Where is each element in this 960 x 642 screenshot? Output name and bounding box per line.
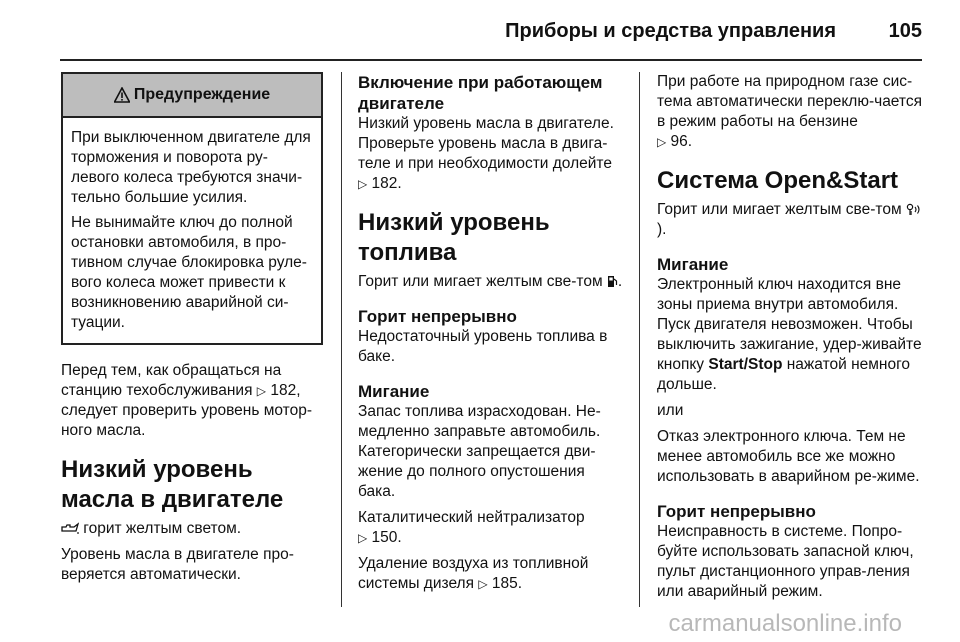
fuel-text: Горит или мигает желтым све-том bbox=[358, 273, 603, 290]
section-heading-oil: Низкий уровень масла в двигателе bbox=[61, 456, 284, 513]
page-ref: 150. bbox=[371, 529, 402, 546]
section-heading-open-start: Система Open&Start bbox=[657, 167, 899, 194]
warning-paragraph: Не вынимайте ключ до полной остановки автомобиля, в про-тивном случае блокировка руле-вого колеса может привести к возникновению аварийной си-туации. bbox=[71, 214, 307, 331]
header-title: Приборы и средства управления bbox=[505, 20, 836, 42]
reference-arrow-icon: ▷ bbox=[256, 384, 267, 398]
steady-paragraph: Неисправность в системе. Попро-буйте использовать запасной ключ, пульт дистанционного управ-ления или аварийный режим. bbox=[657, 523, 914, 600]
air-paragraph bbox=[358, 554, 624, 594]
warning-body bbox=[63, 118, 321, 343]
flash-text: Электронный ключ находится вне зоны приема внутри автомобиля. Пуск двигателя невозможен. Чтобы выключить зажигание, удер-живайте кнопку bbox=[657, 276, 922, 373]
watermark: carmanualsonline.info bbox=[668, 610, 902, 637]
steady-paragraph: Недостаточный уровень топлива в баке. bbox=[358, 328, 608, 365]
flash-paragraph: Запас топлива израсходован. Не-медленно заправьте автомобиль. Категорически запрещается дви-жение до полного опустошения бака. bbox=[358, 403, 601, 500]
catalyst-paragraph bbox=[358, 508, 624, 548]
running-paragraph bbox=[358, 114, 624, 194]
reference-arrow-icon: ▷ bbox=[478, 577, 488, 591]
gas-text: При работе на природном газе сис-тема автоматически переклю-чается в режим работы на бензине bbox=[657, 73, 922, 130]
start-stop-label: Start/Stop bbox=[708, 356, 783, 373]
heading-steady: Горит непрерывно bbox=[657, 502, 816, 521]
left-column bbox=[61, 72, 323, 585]
heading-running-engine: Включение при работающем двигателе bbox=[358, 73, 603, 113]
page-header bbox=[60, 14, 922, 54]
flash-paragraph bbox=[657, 275, 925, 395]
warning-paragraph: При выключенном двигателе для торможения и поворота ру-левого колеса требуются значи-тельно большие усилия. bbox=[71, 129, 311, 206]
reference-arrow-icon: ▷ bbox=[358, 177, 368, 191]
heading-steady: Горит непрерывно bbox=[358, 307, 517, 326]
gas-paragraph bbox=[657, 72, 925, 152]
page-number: 105 bbox=[888, 20, 922, 42]
oil-paragraph: Уровень масла в двигателе про-веряется автоматически. bbox=[61, 546, 294, 583]
warning-triangle-icon bbox=[114, 87, 130, 103]
warning-header bbox=[63, 74, 321, 118]
fuel-pump-icon bbox=[607, 275, 618, 288]
column-divider bbox=[639, 72, 640, 607]
reference-arrow-icon: ▷ bbox=[358, 531, 368, 545]
service-text: Перед тем, как обращаться на станцию техобслуживания bbox=[61, 362, 282, 399]
header-rule bbox=[60, 59, 922, 61]
page-ref: 185. bbox=[491, 575, 523, 592]
running-text: Низкий уровень масла в двигателе. Проверьте уровень масла в двига-теле и при необходимости долейте bbox=[358, 115, 614, 172]
air-text: Удаление воздуха из топливной системы дизеля bbox=[358, 555, 589, 592]
reference-arrow-icon: ▷ bbox=[657, 135, 667, 149]
page-ref: 182 bbox=[270, 382, 297, 399]
or-text: или bbox=[657, 402, 684, 419]
heading-flashing: Мигание bbox=[358, 382, 430, 401]
key-signal-icon bbox=[906, 203, 922, 216]
system-text: Горит или мигает желтым све-том bbox=[657, 201, 902, 218]
warning-box bbox=[61, 72, 323, 345]
heading-flashing: Мигание bbox=[657, 255, 729, 274]
oil-indicator-line bbox=[61, 519, 323, 539]
page-ref: 182. bbox=[371, 175, 402, 192]
fuel-paragraph: Горит или мигает желтым све-том . bbox=[358, 273, 623, 290]
column-divider bbox=[341, 72, 342, 607]
section-heading-fuel: Низкий уровень топлива bbox=[358, 209, 550, 266]
system-paragraph: Горит или мигает желтым све-том ). bbox=[657, 200, 925, 240]
oil-indicator-text: горит желтым светом. bbox=[79, 520, 242, 537]
middle-column bbox=[358, 72, 624, 594]
flash-text-tail: нажатой немного дольше. bbox=[657, 356, 911, 393]
catalyst-text: Каталитический нейтрализатор bbox=[358, 509, 585, 526]
right-column bbox=[657, 72, 925, 602]
warning-heading: Предупреждение bbox=[133, 86, 271, 103]
service-paragraph bbox=[61, 361, 323, 441]
flash-paragraph-2: Отказ электронного ключа. Тем не менее автомобиль все же можно использовать в аварийном ре-жиме. bbox=[657, 428, 920, 485]
page-ref: 96. bbox=[670, 133, 693, 150]
service-text-tail: , следует проверить уровень мотор-ного масла. bbox=[61, 382, 312, 439]
oil-can-icon bbox=[61, 522, 79, 534]
